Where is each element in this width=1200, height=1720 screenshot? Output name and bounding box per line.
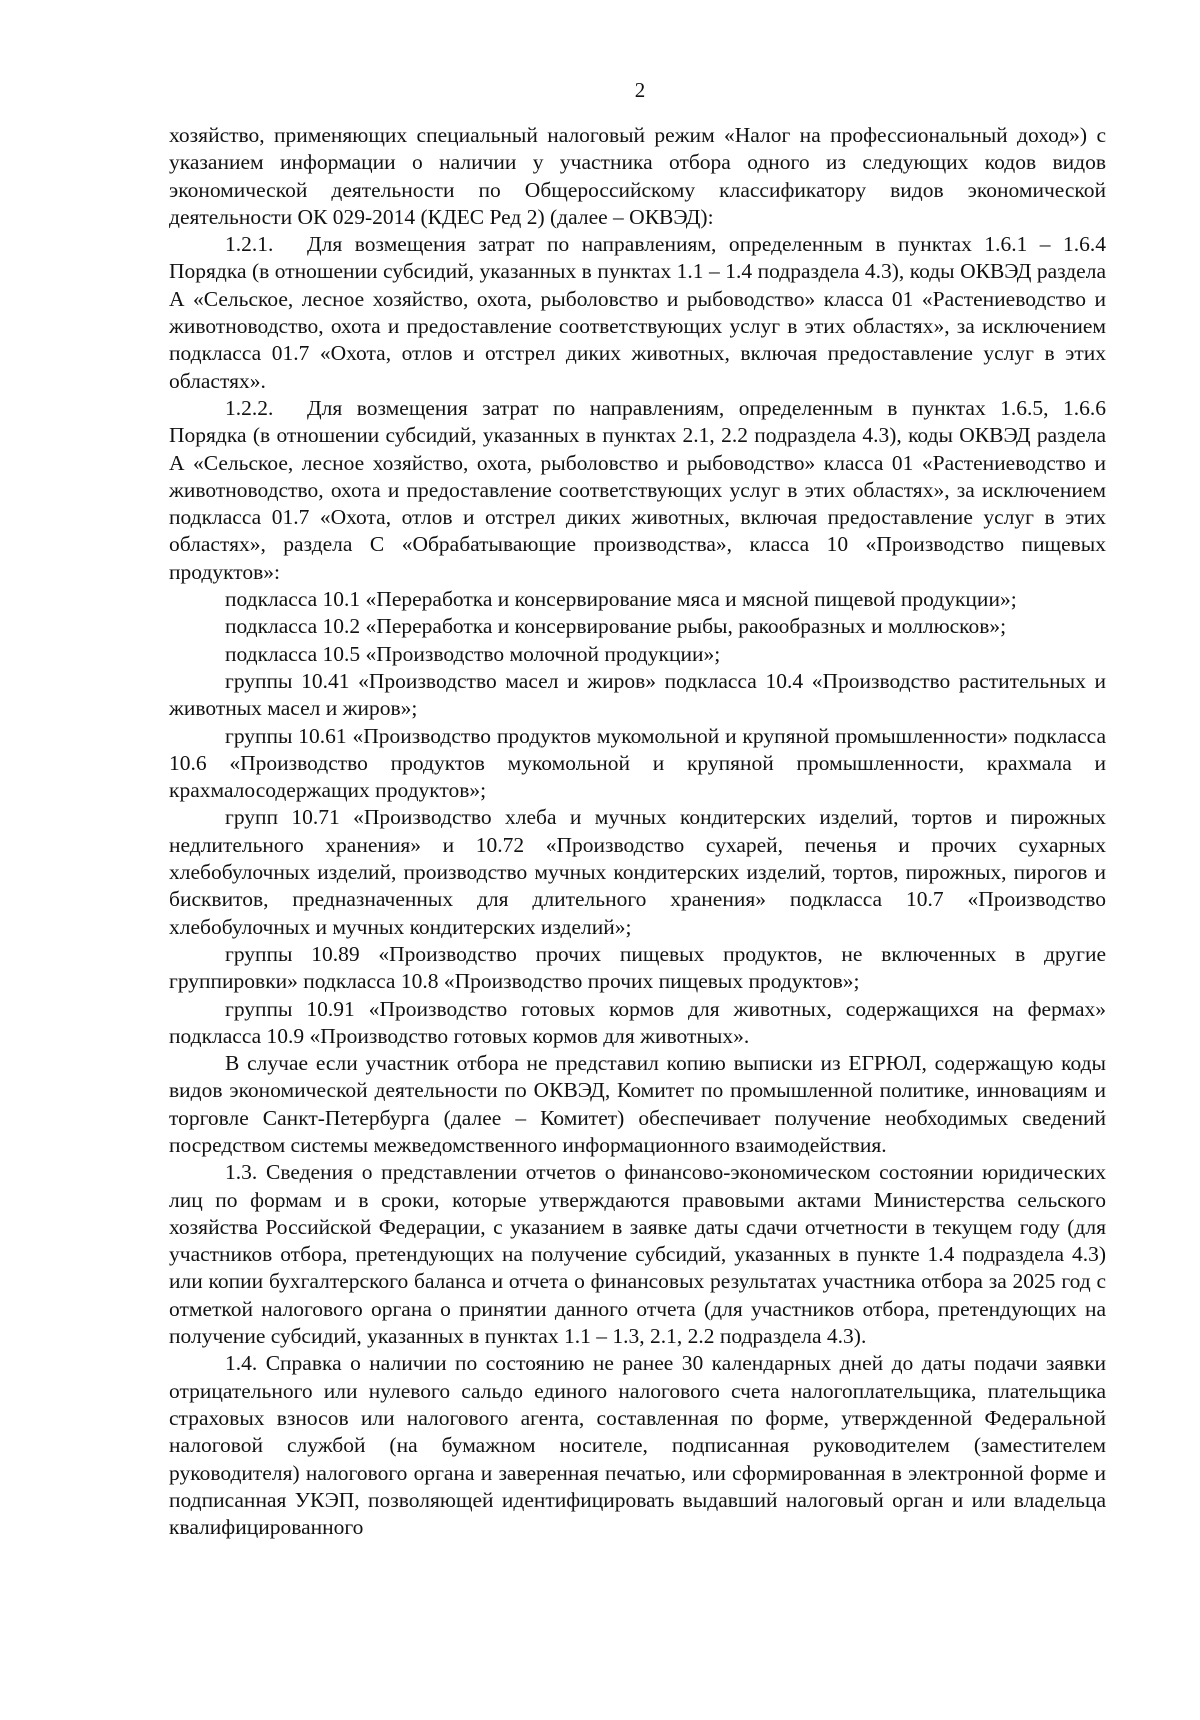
paragraph [169,668,1106,723]
paragraph [169,231,1106,395]
paragraph [169,804,1106,940]
paragraph-text: подкласса 10.2 «Переработка и консервирование рыбы, ракообразных и моллюсков»; [225,614,1007,639]
paragraph-text: группы 10.91 «Производство готовых кормов для животных, содержащихся на фермах» подкласса 10.9 «Производство готовых кормов для животных». [169,996,1106,1048]
paragraph [169,122,1106,231]
paragraph-text: 1.3. Сведения о представлении отчетов о финансово-экономическом состоянии юридических лиц по формам и в сроки, которые утверждаются правовыми актами Министерства сельского хозяйства Российской Федерации, с указанием в заявке даты сдачи отчетности в текущем году (для участников отбора, претендующих на получение субсидий, указанных в пункте 1.4 подраздела 4.3) или копии бухгалтерского баланса и отчета о финансовых результатах участника отбора за 2025 год с отметкой налогового органа о принятии данного отчета (для участников отбора, претендующих на получение субсидий, указанных в пунктах 1.1 – 1.3, 2.1, 2.2 подраздела 4.3). [169,1160,1106,1349]
paragraph-text: хозяйство, применяющих специальный налоговый режим «Налог на профессиональный доход») с указанием информации о наличии у участника отбора одного из следующих кодов видов экономической деятельности по Общероссийскому классификатору видов экономической деятельности ОК 029-2014 (КДЕС Ред 2) (далее – ОКВЭД): [169,123,1106,229]
paragraph-text: Для возмещения затрат по направлениям, определенным в пунктах 1.6.1 – 1.6.4 Порядка (в отношении субсидий, указанных в пунктах 1.1 – 1.4 подраздела 4.3), коды ОКВЭД раздела А «Сельское, лесное хозяйство, охота, рыболовство и рыбоводство» класса 01 «Растениеводство и животноводство, охота и предоставление соответствующих услуг в этих областях», за исключением подкласса 01.7 «Охота, отлов и отстрел диких животных, включая предоставление услуг в этих областях». [169,232,1106,393]
clause-number: 1.2.2. [225,395,274,420]
page-number: 2 [634,78,646,102]
paragraph-text: 1.4. Справка о наличии по состоянию не ранее 30 календарных дней до даты подачи заявки отрицательного или нулевого сальдо единого налогового счета налогоплательщика, плательщика страховых взносов или налогового агента, составленная по форме, утвержденной Федеральной налоговой службой (на бумажном носителе, подписанная руководителем (заместителем руководителя) налогового органа и заверенная печатью, или сформированная в электронной форме и подписанная УКЭП, позволяющей идентифицировать выдавший налоговый орган и или владельца квалифицированного [169,1351,1106,1540]
paragraph [169,395,1106,586]
paragraph-text: группы 10.89 «Производство прочих пищевых продуктов, не включенных в другие группировки» подкласса 10.8 «Производство прочих пищевых продуктов»; [169,941,1106,994]
paragraph-text: групп 10.71 «Производство хлеба и мучных кондитерских изделий, тортов и пирожных недлительного хранения» и 10.72 «Производство сухарей, печенья и прочих сухарных хлебобулочных изделий, производство мучных кондитерских изделий, тортов, пирожных, пирогов и бисквитов, предназначенных для длительного хранения» подкласса 10.7 «Производство хлебобулочных и мучных кондитерских изделий»; [169,805,1106,939]
paragraph-text: группы 10.41 «Производство масел и жиров» подкласса 10.4 «Производство растительных и животных масел и жиров»; [169,668,1106,721]
paragraph-text: подкласса 10.1 «Переработка и консервирование мяса и мясной пищевой продукции»; [225,587,1017,612]
paragraph [169,586,1106,613]
paragraph [169,996,1106,1051]
paragraph-text: В случае если участник отбора не представил копию выписки из ЕГРЮЛ, содержащую коды видов экономической деятельности по ОКВЭД, Комитет по промышленной политике, инновациям и торговле Санкт-Петербурга (далее – Комитет) обеспечивает получение необходимых сведений посредством системы межведомственного информационного взаимодействия. [169,1051,1106,1157]
paragraph [169,641,1106,668]
paragraph-text: Для возмещения затрат по направлениям, определенным в пунктах 1.6.5, 1.6.6 Порядка (в отношении субсидий, указанных в пунктах 2.1, 2.2 подраздела 4.3), коды ОКВЭД раздела А «Сельское, лесное хозяйство, охота, рыболовство и рыбоводство» класса 01 «Растениеводство и животноводство, охота и предоставление соответствующих услуг в этих областях», за исключением подкласса 01.7 «Охота, отлов и отстрел диких животных, включая предоставление услуг в этих областях», раздела С «Обрабатывающие производства», класса 10 «Производство пищевых продуктов»: [169,395,1106,584]
document-body [169,122,1106,1541]
paragraph [169,613,1106,640]
paragraph [169,1050,1106,1159]
paragraph [169,1350,1106,1541]
paragraph [169,1159,1106,1350]
paragraph [169,723,1106,805]
paragraph-text: подкласса 10.5 «Производство молочной продукции»; [225,641,721,666]
clause-number: 1.2.1. [225,232,274,257]
paragraph-text: группы 10.61 «Производство продуктов мукомольной и крупяной промышленности» подкласса 10.6 «Производство продуктов мукомольной и крупяной промышленности, крахмала и крахмалосодержащих продуктов»; [169,723,1106,803]
paragraph [169,941,1106,996]
